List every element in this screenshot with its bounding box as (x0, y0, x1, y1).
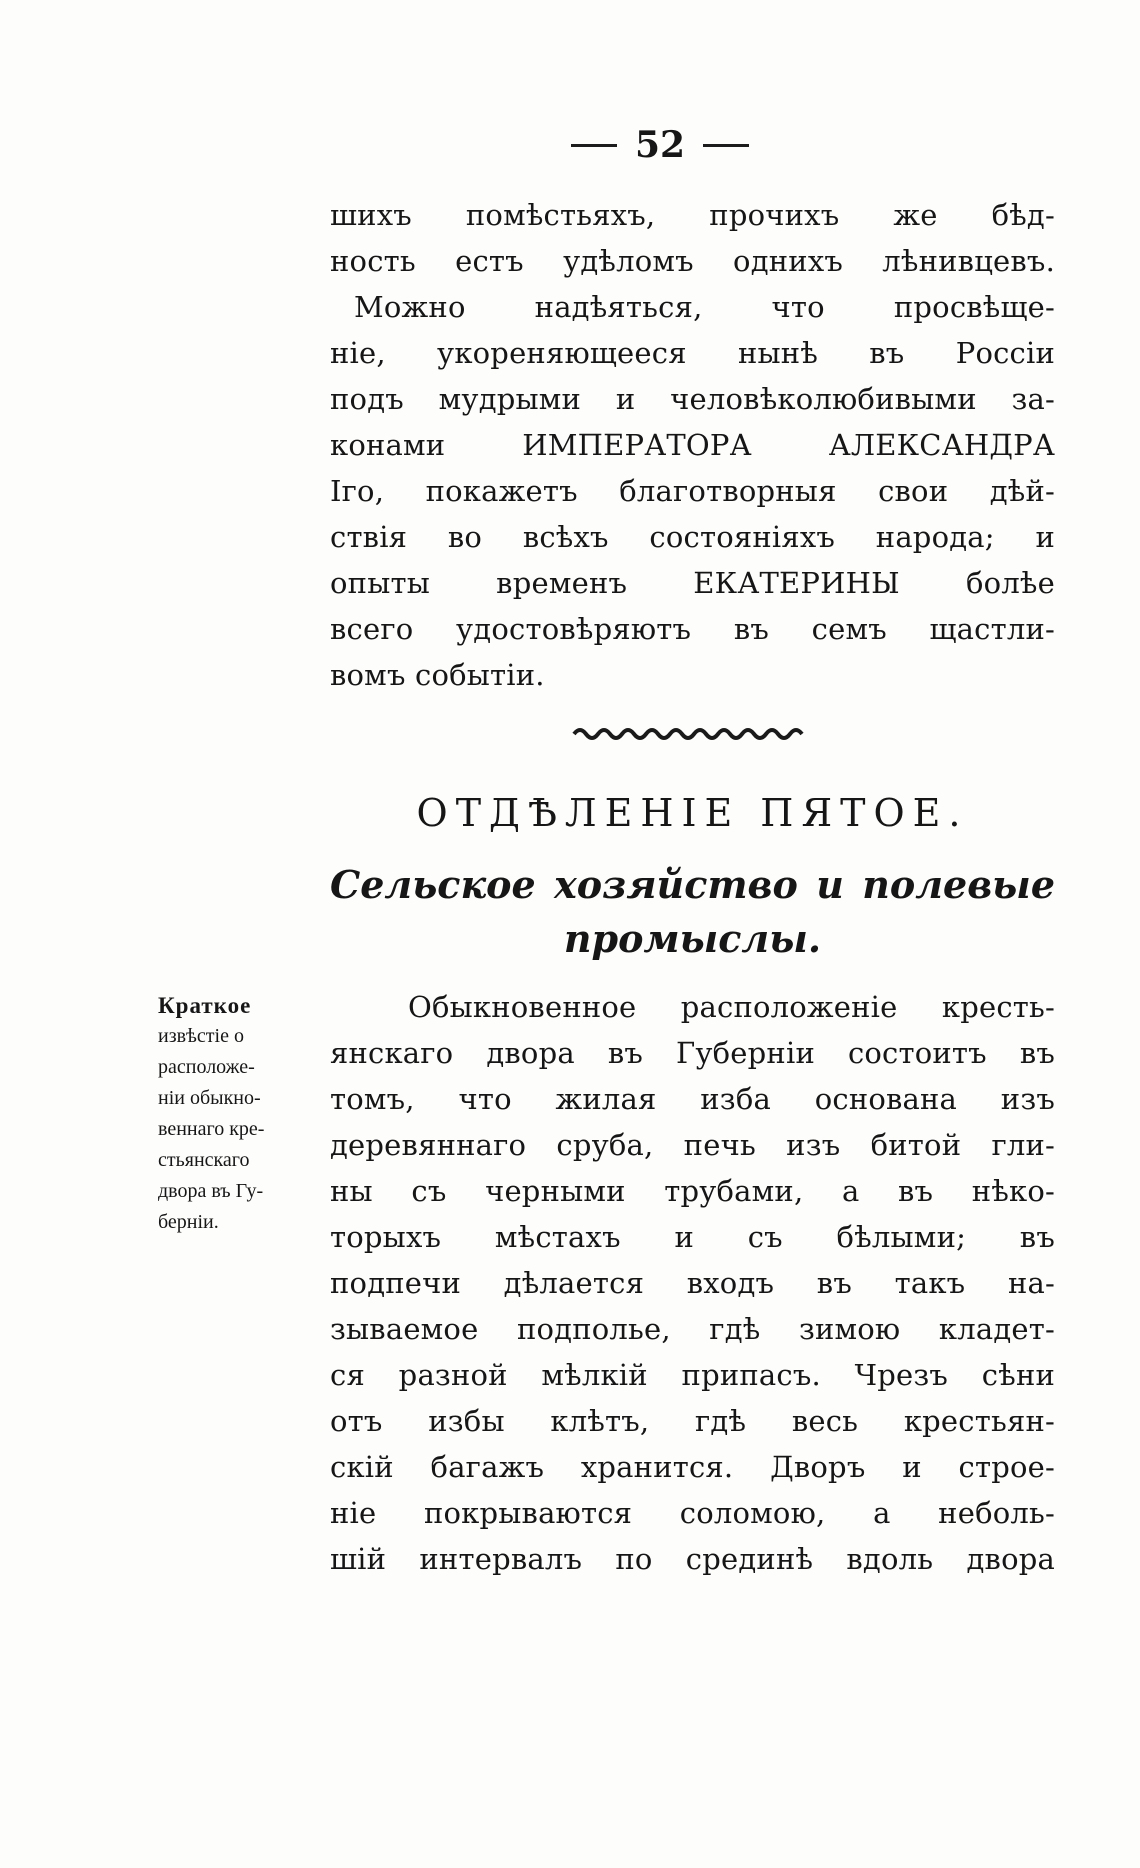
margin-note-line: берніи. (158, 1211, 219, 1233)
text-line: янскаго двора въ Губерніи состоитъ въ (330, 1036, 1055, 1070)
text-line: ны съ черными трубами, а въ нѣко- (330, 1174, 1055, 1208)
text-line: зываемое подполье, гдѣ зимою кладет- (330, 1312, 1055, 1346)
text-line: подпечи дѣлается входъ въ такъ на- (330, 1266, 1055, 1300)
header-dash-left (571, 144, 617, 147)
section-subtitle (330, 858, 1055, 966)
text-line: опыты временъ ЕКАТЕРИНЫ болѣе (330, 566, 1055, 600)
text-line: конами ИМПЕРАТОРА АЛЕКСАНДРА (330, 428, 1055, 462)
page-number: 52 (634, 124, 686, 166)
subtitle-line: Сельское хозяйство и полевые (330, 862, 1055, 907)
margin-note-line: стьянскаго (158, 1149, 250, 1171)
text-line: Можно надѣяться, что просвѣще- (354, 290, 1055, 324)
text-line: вомъ событіи. (330, 658, 545, 692)
header-dash-right (703, 144, 749, 147)
section-divider-ornament (570, 718, 810, 748)
text-line: Iго, покажетъ благотворныя свои дѣй- (330, 474, 1055, 508)
text-line: скій багажъ хранится. Дворъ и строе- (330, 1450, 1055, 1484)
text-line: подъ мудрыми и человѣколюбивыми за- (330, 382, 1055, 416)
margin-note-line: извѣстіе о (158, 1025, 244, 1047)
text-line: торыхъ мѣстахъ и съ бѣлыми; въ (330, 1220, 1055, 1254)
paragraph-section-five (330, 984, 1055, 1582)
margin-note (158, 990, 323, 1238)
text-line: шій интервалъ по срединѣ вдоль двора (330, 1542, 1055, 1576)
text-line: ніе, укореняющееся нынѣ въ Россіи (330, 336, 1055, 370)
text-line: деревяннаго сруба, печь изъ битой гли- (330, 1128, 1055, 1162)
text-line: Обыкновенное расположеніе кресть- (408, 990, 1055, 1024)
text-line: ствія во всѣхъ состояніяхъ народа; и (330, 520, 1055, 554)
text-line: всего удостовѣряютъ въ семъ щастли- (330, 612, 1055, 646)
text-line: томъ, что жилая изба основана изъ (330, 1082, 1055, 1116)
text-line: ся разной мѣлкій припасъ. Чрезъ сѣни (330, 1358, 1055, 1392)
margin-note-line: двора въ Гу- (158, 1180, 264, 1202)
text-line: шихъ помѣстьяхъ, прочихъ же бѣд- (330, 198, 1055, 232)
subtitle-line: промыслы. (563, 916, 822, 961)
text-line: отъ избы клѣтъ, гдѣ весь крестьян- (330, 1404, 1055, 1438)
page-header (560, 118, 760, 172)
margin-note-line: Краткое (158, 993, 252, 1018)
text-line: ность естъ удѣломъ однихъ лѣнивцевъ. (330, 244, 1055, 278)
margin-note-line: ніи обыкно- (158, 1087, 261, 1109)
paragraph-continuation (330, 192, 1055, 698)
margin-note-line: веннаго кре- (158, 1118, 265, 1140)
section-title: ОТДѢЛЕНІЕ ПЯТОЕ. (416, 791, 969, 835)
margin-note-line: расположе- (158, 1056, 255, 1078)
text-line: ніе покрываются соломою, а неболь- (330, 1496, 1055, 1530)
